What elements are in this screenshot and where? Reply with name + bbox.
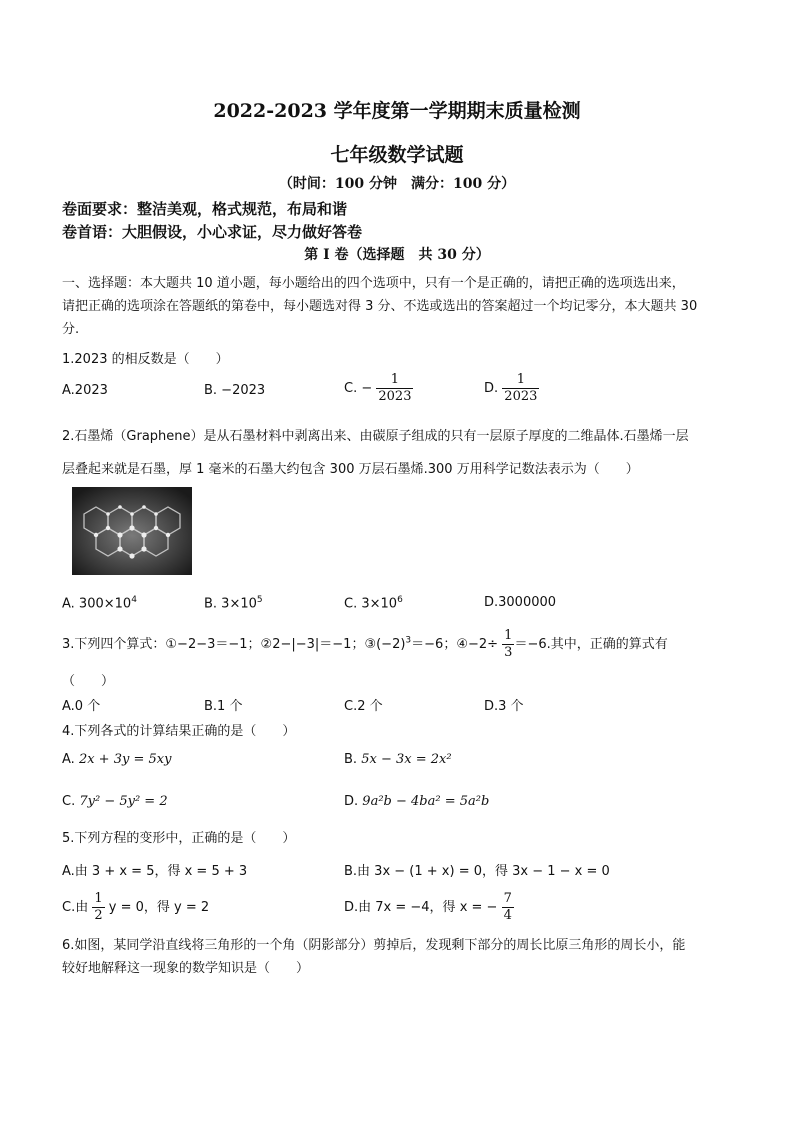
q3-fraction — [502, 628, 514, 661]
q2-option-d: D.3000000 — [484, 595, 557, 610]
q4-a-label: A. — [62, 752, 75, 767]
q5-d-fraction — [502, 891, 514, 924]
question-4-stem: 4.下列各式的计算结果正确的是（ ） — [62, 724, 296, 739]
fraction-numerator: 1 — [502, 372, 539, 389]
q1-c-prefix: C. − — [344, 381, 373, 396]
q5-option-b: B.由 3x − (1 + x) = 0，得 3x − 1 − x = 0 — [344, 864, 610, 879]
intro-line: 一、选择题：本大题共 10 道小题，每小题给出的四个选项中，只有一个是正确的，请把正确的选项选出来， — [62, 276, 685, 291]
requirement-1: 卷面要求：整洁美观，格式规范，布局和谐 — [62, 200, 348, 218]
q4-d-label: D. — [344, 794, 359, 809]
question-6 — [62, 934, 738, 980]
question-5-stem: 5.下列方程的变形中，正确的是（ ） — [62, 831, 296, 846]
fraction-denominator: 2023 — [378, 389, 412, 404]
q1-c-fraction — [376, 372, 413, 405]
q2-a-exponent: 4 — [131, 595, 137, 605]
q6-line: 较好地解释这一现象的数学知识是（ ） — [62, 961, 310, 976]
q4-c-expression: 7y² − 5y² = 2 — [79, 794, 168, 809]
q3-exponent: 3 — [405, 635, 412, 646]
q3-answer-paren: （ ） — [62, 674, 115, 689]
q2-b-base: B. 3×10 — [204, 596, 257, 612]
fraction-numerator: 1 — [376, 372, 413, 389]
q4-c-label: C. — [62, 794, 76, 809]
intro-line: 分. — [62, 322, 80, 337]
q3-option-a: A.0 个 — [62, 699, 101, 714]
question-2-line-1: 2.石墨烯（Graphene）是从石墨材料中剥离出来、由碳原子组成的只有一层原子厚度的二维晶体.石墨烯一层 — [62, 429, 689, 444]
q4-d-expression: 9a²b − 4ba² = 5a²b — [362, 794, 490, 809]
time-info: （时间：100 分钟 满分：100 分） — [278, 176, 516, 192]
q2-option-b — [204, 595, 263, 611]
q2-b-exponent: 5 — [256, 595, 263, 605]
q1-d-fraction — [502, 372, 539, 405]
q1-option-d — [484, 372, 539, 405]
q2-option-c — [344, 595, 403, 611]
q3-option-b: B.1 个 — [204, 699, 243, 714]
q5-c-fraction — [92, 891, 104, 924]
q1-d-prefix: D. — [484, 381, 499, 396]
q2-c-exponent: 6 — [397, 595, 403, 605]
fraction-denominator: 3 — [504, 645, 513, 660]
q4-b-expression: 5x − 3x = 2x² — [361, 752, 452, 767]
q2-a-base: A. 300×10 — [62, 596, 132, 612]
q5-option-c — [62, 891, 209, 924]
q4-option-c — [62, 794, 168, 809]
fraction-denominator: 2 — [94, 908, 103, 923]
exam-title: 2022-2023 学年度第一学期期末质量检测 — [213, 100, 581, 122]
fraction-denominator: 2023 — [504, 389, 538, 404]
q4-option-b — [344, 752, 452, 767]
q3-option-d: D.3 个 — [484, 699, 524, 714]
q4-b-label: B. — [344, 752, 358, 767]
q2-option-a — [62, 595, 137, 611]
question-2-line-2: 层叠起来就是石墨，厚 1 毫米的石墨大约包含 300 万层石墨烯.300 万用科学记数法表示为（ ） — [62, 462, 639, 477]
q3-stem-part-b: ＝−6；④−2÷ — [411, 637, 499, 652]
q3-stem-part-c: ＝−6.其中，正确的算式有 — [514, 637, 668, 652]
q5-option-a: A.由 3 + x = 5，得 x = 5 + 3 — [62, 864, 248, 879]
question-1-stem: 1.2023 的相反数是（ ） — [62, 352, 229, 367]
intro-line: 请把正确的选项涂在答题纸的第卷中，每小题选对得 3 分、不选或选出的答案超过一个均记零分，本大题共 30 — [62, 299, 698, 314]
question-3-stem — [62, 628, 668, 661]
section-heading: 第 I 卷（选择题 共 30 分） — [304, 247, 490, 263]
fraction-numerator: 7 — [503, 891, 512, 906]
q6-line: 6.如图，某同学沿直线将三角形的一个角（阴影部分）剪掉后，发现剩下部分的周长比原三角形的周长小，能 — [62, 938, 686, 953]
q3-stem-part-a: 3.下列四个算式：①−2−3＝−1；②2−|−3|＝−1；③(−2) — [62, 637, 406, 652]
q5-option-d — [344, 891, 514, 924]
fraction-numerator: 1 — [504, 628, 513, 643]
q2-c-base: C. 3×10 — [344, 596, 398, 612]
requirement-2: 卷首语：大胆假设，小心求证，尽力做好答卷 — [62, 223, 363, 241]
q1-option-b: B. −2023 — [204, 383, 266, 398]
q5-c-suffix: y = 0，得 y = 2 — [108, 900, 210, 915]
q3-option-c: C.2 个 — [344, 699, 383, 714]
fraction-denominator: 4 — [503, 908, 512, 923]
q1-option-a: A.2023 — [62, 383, 108, 398]
q4-a-expression: 2x + 3y = 5xy — [78, 752, 172, 767]
graphene-image — [72, 487, 192, 575]
intro-paragraph — [62, 272, 738, 341]
exam-subtitle: 七年级数学试题 — [330, 144, 464, 166]
q1-option-c — [344, 372, 413, 405]
q4-option-a — [62, 752, 171, 767]
q5-d-prefix: D.由 7x = −4，得 x = − — [344, 900, 498, 915]
fraction-numerator: 1 — [94, 891, 103, 906]
q4-option-d — [344, 794, 489, 809]
q5-c-prefix: C.由 — [62, 900, 89, 915]
